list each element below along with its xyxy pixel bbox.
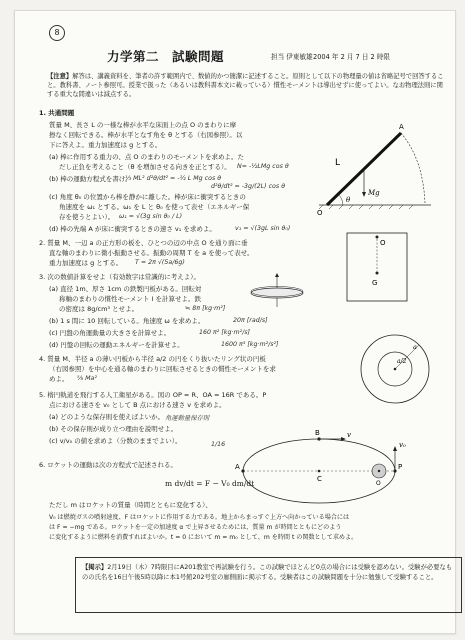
- q3-line: (d) 円盤の回転の運動エネルギーを計算せよ。: [49, 341, 184, 349]
- q5c-answer: 1/16: [211, 441, 226, 448]
- q1b-answer: ⅓ ML² d²θ/dt² = -½ L Mg cos θ: [125, 175, 222, 182]
- q3-line: (c) 円盤の角運動量の大きさを計算せよ。: [49, 329, 171, 337]
- velocity-b-label: v: [347, 431, 351, 439]
- q5-line: (b) その保存則が成り立つ理由を説明せよ。: [49, 425, 178, 433]
- exam-sheet: [14, 10, 456, 634]
- exam-date: 2004 年 2 月 7 日 2 時限: [313, 53, 391, 61]
- square-pivot-label: O: [380, 239, 386, 247]
- q3-line: 3. 次の数値計算をせよ（有効数字は常識的に考えよ）。: [39, 273, 201, 281]
- notice-paragraph: [82, 563, 454, 583]
- q4-answer: ⅝ Ma²: [77, 375, 97, 382]
- q1a-answer: N= -½LMg cos θ: [237, 163, 289, 170]
- q5-line: 5. 楕円軌道を飛行する人工衛星がある。図の OP = R、OA = 16R である。P: [39, 391, 267, 399]
- q5a-answer: 角運動量保存則: [165, 415, 210, 422]
- q1-line: 角速度を ω₁ とする。ω₁ を L と θ₀ を使って表せ（エネルギー保: [59, 203, 250, 211]
- q1-heading: 1. 共通問題: [39, 109, 75, 117]
- q3c-answer: 160 π² [kg·m²/s]: [199, 329, 250, 336]
- rod-figure: [313, 119, 433, 217]
- q2-line: 直な軸のまわりに微小振動させる。振動の周期 T を a を使って表せ。: [49, 249, 254, 257]
- q3-line: (b) 1 s 間に 10 回転している。角速度 ω を求めよ。: [49, 317, 205, 325]
- exam-header: [107, 47, 457, 65]
- q1-line: (c) 角度 θ₀ の位置から棒を静かに離した。棒が床に衝突するときの: [49, 193, 246, 201]
- rod-end-label: A: [399, 123, 404, 131]
- notice-text: 2月19日（木）7時限目にA201教室で再試験を行う。この試験でほとんど0点の場合には受験を認めない。受験が必要なものの氏名を16日午後5時以降に本1号館202号室の廊側面に掲示する。受験者はこの試験問題を十分に勉強して受験すること。: [82, 564, 453, 581]
- instructor: 担当 伊東敏雄: [271, 53, 313, 61]
- q3-line: (a) 直径 1m、厚さ 1cm の鉄製円板がある。回転対: [49, 285, 202, 293]
- note-tag: 【注意】: [47, 73, 73, 80]
- q6-line: ただし m はロケットの質量（時間とともに変化する）、: [49, 501, 212, 509]
- orbit-figure: [235, 405, 417, 509]
- q4-line: めよ。: [49, 375, 69, 383]
- point-b-label: B: [315, 429, 320, 437]
- q1-line: (b) 棒の運動方程式を書け。: [49, 175, 132, 183]
- q6-line: に変化するように燃料を消費すればよいか。t = 0 において m = m₀ として、m を時間 t の関数として求めよ。: [49, 534, 358, 541]
- q4-line: （右図参照）を中心を通る軸のまわりに回転させるときの慣性モーメントを求: [49, 365, 276, 373]
- q1-line: 質量 M、長さ L の一様な棒が水平な床面上の点 O のまわりに摩: [49, 121, 237, 129]
- focus-label: O: [376, 480, 381, 487]
- q1d-answer: v₁ = √(3gL sin θ₀): [235, 225, 291, 232]
- q1-line: (d) 棒の先端 A が床に衝突するときの速さ v₁ を求めよ。: [49, 225, 216, 233]
- q3d-answer: 1600 π³ [kg·m²/s²]: [221, 341, 279, 348]
- apogee-label: A: [235, 463, 240, 471]
- q4-line: 4. 質量 M、半径 a の薄い円板から半径 a/2 の円をくり抜いたリング状の円板: [39, 355, 266, 363]
- q5-line: (c) v/v₀ の値を求めよ（分数のままでよい）。: [49, 437, 182, 445]
- velocity-p-label: v₀: [399, 441, 406, 449]
- inner-radius-label: a/2: [397, 358, 407, 365]
- q2-answer: T = 2π √(5a/6g): [135, 259, 185, 266]
- disk-figure: [247, 273, 307, 309]
- q1-line: 下に答えよ。重力加速度は g とする。: [49, 141, 162, 149]
- note-text: 解答は、講義資料を、筆者の許す範囲内で、数値的かつ簡潔に記述すること。原則として以下の物理量の値は省略記号で回答すること。教科書、ノート参照可。授業で扱った（あるいは教科書本文に載っている）慣性モーメントは導出せずに使ってよい。なお物理法則に関する重大な間違いは減点する。: [47, 73, 444, 98]
- q1-line: 擦なく回転できる。棒が水平となす角を θ とする（右図参照）。以: [49, 131, 243, 139]
- q2-line: 2. 質量 M、一辺 a の正方形の板を、ひとつの辺の中点 O を通り面に垂: [39, 239, 248, 247]
- q3-line: の密度は 8g/cm³ とせよ。: [59, 305, 139, 313]
- notice-tag: 【掲示】: [82, 564, 108, 571]
- q1-line: 存を使うとよい）。: [59, 213, 115, 221]
- length-label: L: [335, 158, 341, 168]
- square-plate-figure: [341, 223, 415, 313]
- exam-title: 力学第二 試験問題: [107, 49, 225, 64]
- angle-label: θ: [346, 196, 351, 204]
- ring-disk-figure: [355, 329, 435, 409]
- q6-line: は F = −mg である。ロケットを一定の加速度 α で上昇させるためには、質量 m が時間とともにどのよう: [49, 524, 342, 531]
- q6-line: V₀ は燃焼ガスの噴射速度、F はロケットに作用する力である。地上からまっすぐ上方へ向かっている場合には: [49, 514, 350, 521]
- square-center-label: G: [372, 279, 378, 287]
- weight-label: Mg: [368, 189, 380, 197]
- q5-line: 点における速さを v₀ として B 点における速さ v を求めよ。: [49, 401, 226, 409]
- q3b-answer: 20π [rad/s]: [233, 317, 268, 324]
- q5-line: (a) どのような保存則を使えばよいか。: [49, 413, 165, 421]
- pivot-label: O: [317, 209, 323, 217]
- q1-line: (a) 棒に作用する重力の、点 O のまわりのモーメントを求めよ。た: [49, 153, 245, 161]
- q2-line: 重力加速度は g とする。: [49, 259, 123, 267]
- q6-line: 6. ロケットの運動は次の方程式で記述される。: [39, 461, 177, 469]
- q3-line: 称軸のまわりの慣性モーメント I を計算せよ。鉄: [59, 295, 201, 303]
- q1c-answer: ω₁ = √(3g sin θ₀ / L): [119, 213, 183, 220]
- perigee-label: P: [398, 463, 403, 471]
- notice-box: [75, 557, 462, 613]
- center-label: C: [317, 475, 322, 483]
- q3a-answer: ≒ 8π [kg·m²]: [185, 305, 226, 312]
- note-paragraph: [47, 72, 447, 99]
- outer-radius-label: a: [413, 343, 417, 351]
- page-number: 8: [49, 25, 65, 41]
- q1-line: だし正負を考えること（θ を増加させる向きを正とする）。: [59, 163, 231, 171]
- rocket-equation: m dv/dt = F − V₀ dm/dt: [165, 479, 255, 488]
- q1b-answer-2: d²θ/dt² = -3g/(2L) cos θ: [211, 183, 286, 190]
